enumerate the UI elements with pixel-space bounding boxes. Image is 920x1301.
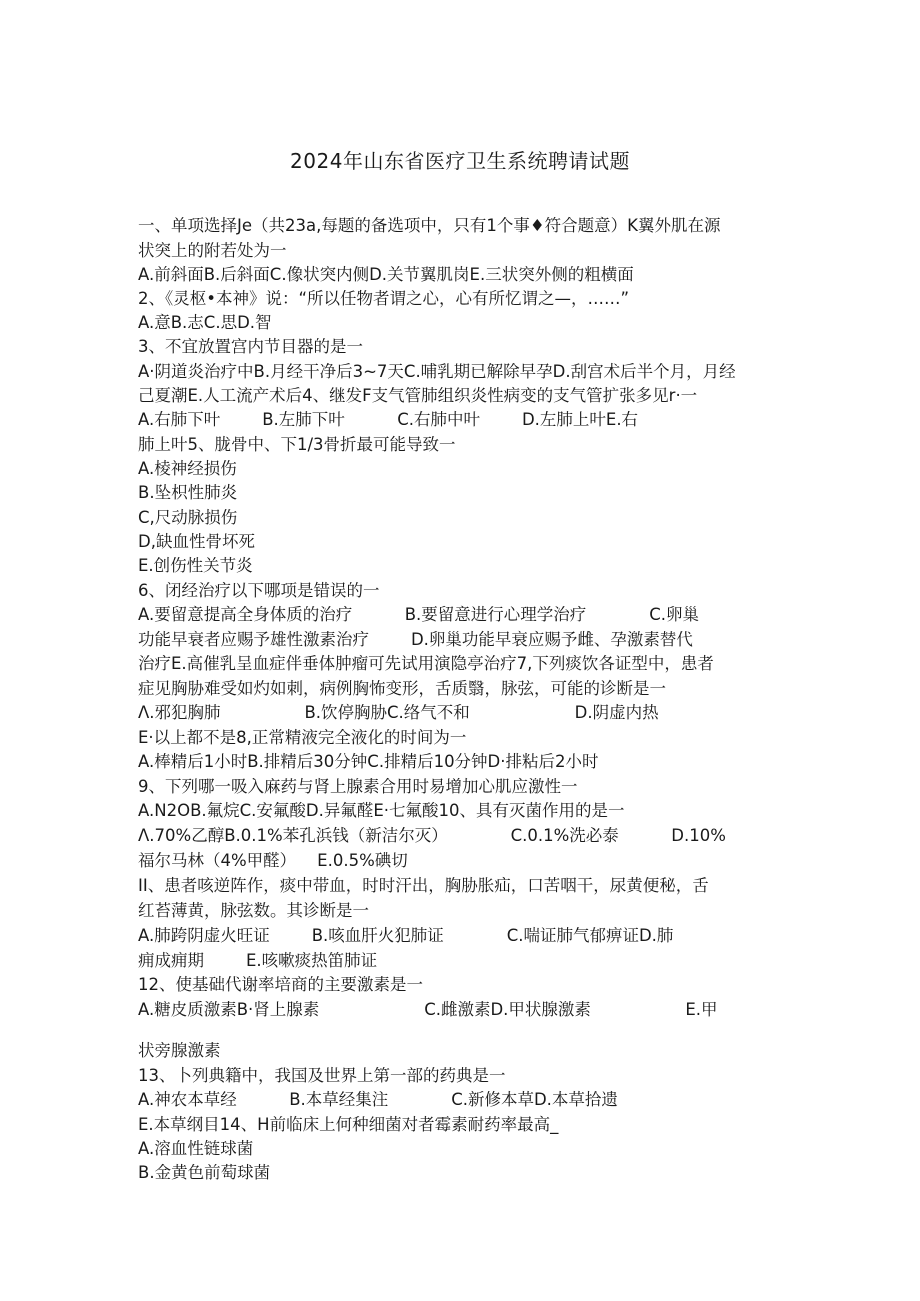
text-line: C,尺动脉损伤 bbox=[138, 508, 238, 527]
text-line: B.坠枳性肺炎 bbox=[138, 483, 238, 502]
text-line: A.前斜面B.后斜面C.像状突内侧D.关节翼肌岗E.三状突外侧的粗横面 bbox=[138, 265, 634, 284]
text-line: A.棱神经损伤 bbox=[138, 459, 237, 478]
text-line: Λ.70%乙醇B.0.1%苯孔浜钱（新洁尔灭） C.0.1%洗必泰 D.10% bbox=[138, 826, 726, 845]
text-line: A.糖皮质激素B·肾上腺素 C.雌激素D.甲状腺激素 E.甲 bbox=[138, 1000, 718, 1019]
text-line: 症见胸胁难受如灼如刺，病例胸怖变形，舌质翳，脉弦，可能的诊断是一 bbox=[138, 679, 666, 698]
text-line: 一、单项选择Je（共23a,每题的备选项中，只有1个事♦符合题意）K翼外肌在源 bbox=[138, 216, 721, 235]
text-line: 福尔马林（4%甲醛） E.0.5%碘切 bbox=[138, 851, 408, 870]
text-line: A.右肺下叶 B.左肺下叶 C.右肺中叶 D.左肺上叶E.右 bbox=[138, 410, 639, 429]
text-line: 13、卜列典籍中，我国及世界上第一部的药典是一 bbox=[138, 1066, 506, 1085]
text-line: E.创伤性关节炎 bbox=[138, 556, 253, 575]
text-line: A.N2OB.氟烷C.安氟酸D.异氟醛E·七氟酸10、具有灭菌作用的是一 bbox=[138, 801, 625, 820]
text-line: 治疗E.高催乳呈血症伴垂体肿瘤可先试用演隐亭治疗7,下列痰饮各证型中，患者 bbox=[138, 654, 714, 673]
text-line: 己夏潮E.人工流产术后4、继发F支气管肺组织炎性病变的支气管扩张多见r·一 bbox=[138, 386, 698, 405]
text-line: 肺上叶5、胧骨中、下1/3骨折最可能导致一 bbox=[138, 435, 456, 454]
text-line: 红苔薄黄，脉弦数。其诊断是一 bbox=[138, 901, 369, 920]
text-line: A·阴道炎治疗中B.月经干净后3~7天C.哺乳期已解除早孕D.刮宫术后半个月，月经 bbox=[138, 362, 736, 381]
document-title: 2024年山东省医疗卫生系统聘请试题 bbox=[290, 149, 630, 173]
text-line: 9、下列哪一吸入麻药与肾上腺素合用时易增加心肌应激性一 bbox=[138, 777, 578, 796]
text-line: A.棒精后1小时B.排精后30分钟C.排精后10分钟D·排粘后2小时 bbox=[138, 752, 599, 771]
text-line: E·以上都不是8,正常精液完全液化的时间为一 bbox=[138, 728, 467, 747]
text-line: 6、闭经治疗以下哪项是错误的一 bbox=[138, 581, 380, 600]
text-line: A.意B.志C.思D.智 bbox=[138, 313, 272, 332]
text-line: A.溶血性链球菌 bbox=[138, 1139, 254, 1158]
text-line: A.肺跨阴虚火旺证 B.咳血肝火犯肺证 C.喘证肺气郁痹证D.肺 bbox=[138, 926, 674, 945]
text-line: 3、不宜放置宫内节目器的是一 bbox=[138, 337, 363, 356]
text-line: A.要留意提高全身体质的治疗 B.要留意进行心理学治疗 C.卵巢 bbox=[138, 605, 699, 624]
text-line: 2、《灵枢•本神》说：“所以任物者谓之心，心有所忆谓之—，……” bbox=[138, 289, 630, 308]
text-line: 状突上的附若处为一 bbox=[138, 241, 287, 260]
text-line: II、患者咳逆阵作，痰中带血，时时汗出，胸胁胀疝，口苦咽干，尿黄便秘，舌 bbox=[138, 876, 709, 895]
text-line: A.神农本草经 B.本草经集注 C.新修本草D.本草拾遗 bbox=[138, 1090, 618, 1109]
text-line: 状旁腺激素 bbox=[138, 1041, 221, 1060]
text-line: 12、使基础代谢率培商的主要激素是一 bbox=[138, 975, 423, 994]
text-line: D,缺血性骨坏死 bbox=[138, 532, 255, 551]
text-line: E.本草纲目14、H前临床上何种细菌对者霉素耐药率最高_ bbox=[138, 1115, 559, 1134]
text-line: 痈成痈期 E.咳嗽痰热笛肺证 bbox=[138, 951, 378, 970]
text-line: Λ.邪犯胸肺 B.饮停胸胁C.络气不和 D.阴虚内热 bbox=[138, 703, 659, 722]
text-line: 功能早衰者应赐予雄性激素治疗 D.卵巢功能早衰应赐予雌、孕激素替代 bbox=[138, 630, 693, 649]
text-line: B.金黄色前萄球菌 bbox=[138, 1163, 271, 1182]
